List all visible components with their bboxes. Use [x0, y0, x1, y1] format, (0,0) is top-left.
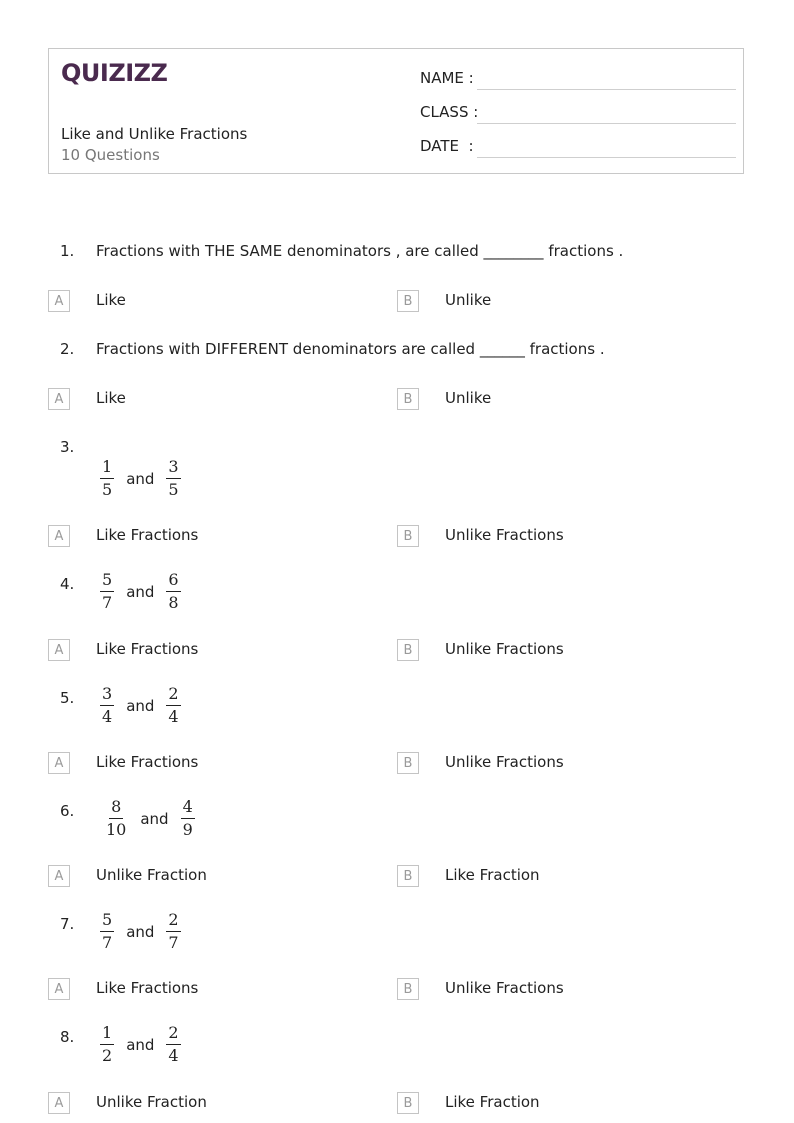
fraction — [166, 1024, 180, 1065]
numerator: 2 — [166, 911, 180, 932]
question-count: 10 Questions — [61, 146, 160, 164]
class-field[interactable] — [420, 103, 736, 125]
option-a-text: Unlike Fraction — [96, 866, 207, 884]
and-word: and — [140, 809, 169, 828]
date-label: DATE : — [420, 137, 474, 155]
and-word: and — [126, 1035, 155, 1054]
numerator: 5 — [100, 571, 114, 592]
question-text: Fractions with DIFFERENT denominators are called ______ fractions . — [96, 340, 605, 358]
fraction-expression — [104, 798, 195, 839]
fraction-expression — [100, 911, 181, 952]
option-b-box[interactable]: B — [397, 978, 419, 1000]
option-a-box[interactable]: A — [48, 525, 70, 547]
denominator: 5 — [168, 480, 179, 499]
name-label: NAME : — [420, 69, 474, 87]
fraction — [166, 685, 180, 726]
fraction-expression — [100, 685, 181, 726]
question-number: 2. — [60, 340, 75, 358]
denominator: 7 — [102, 593, 113, 612]
fraction-expression — [100, 458, 181, 499]
worksheet-title: Like and Unlike Fractions — [61, 125, 248, 143]
option-b-box[interactable]: B — [397, 388, 419, 410]
option-b-text: Unlike Fractions — [445, 979, 564, 997]
option-a-text: Like Fractions — [96, 640, 199, 658]
denominator: 4 — [168, 707, 179, 726]
option-b-text: Unlike Fractions — [445, 526, 564, 544]
denominator: 9 — [182, 820, 193, 839]
class-line[interactable] — [477, 123, 736, 124]
option-b-box[interactable]: B — [397, 752, 419, 774]
option-b-text: Like Fraction — [445, 1093, 540, 1111]
option-b-box[interactable]: B — [397, 865, 419, 887]
option-b-text: Like Fraction — [445, 866, 540, 884]
fraction — [181, 798, 195, 839]
option-b-text: Unlike — [445, 389, 492, 407]
quizizz-logo: QUIZIZZ — [61, 59, 168, 87]
worksheet-header — [48, 48, 744, 174]
date-line[interactable] — [477, 157, 736, 158]
denominator: 5 — [102, 480, 113, 499]
fraction — [100, 571, 114, 612]
option-a-box[interactable]: A — [48, 978, 70, 1000]
question-number: 3. — [60, 438, 75, 456]
option-a-text: Like — [96, 389, 126, 407]
fraction — [100, 458, 114, 499]
question-text: Fractions with THE SAME denominators , are called ________ fractions . — [96, 242, 624, 260]
option-a-text: Like Fractions — [96, 753, 199, 771]
denominator: 10 — [106, 820, 127, 839]
option-b-text: Unlike — [445, 291, 492, 309]
option-a-box[interactable]: A — [48, 639, 70, 661]
numerator: 5 — [100, 911, 114, 932]
option-b-text: Unlike Fractions — [445, 753, 564, 771]
numerator: 1 — [100, 458, 114, 479]
option-a-text: Like Fractions — [96, 979, 199, 997]
and-word: and — [126, 469, 155, 488]
option-b-box[interactable]: B — [397, 290, 419, 312]
question-number: 4. — [60, 575, 75, 593]
option-b-text: Unlike Fractions — [445, 640, 564, 658]
fraction — [166, 458, 180, 499]
and-word: and — [126, 696, 155, 715]
option-b-box[interactable]: B — [397, 525, 419, 547]
option-b-box[interactable]: B — [397, 639, 419, 661]
option-a-box[interactable]: A — [48, 865, 70, 887]
numerator: 6 — [166, 571, 180, 592]
fraction-expression — [100, 1024, 181, 1065]
option-a-box[interactable]: A — [48, 290, 70, 312]
option-a-box[interactable]: A — [48, 1092, 70, 1114]
numerator: 3 — [100, 685, 114, 706]
fraction-expression — [100, 571, 181, 612]
option-a-box[interactable]: A — [48, 388, 70, 410]
date-field[interactable] — [420, 137, 736, 159]
question-number: 1. — [60, 242, 75, 260]
numerator: 8 — [109, 798, 123, 819]
denominator: 7 — [102, 933, 113, 952]
denominator: 8 — [168, 593, 179, 612]
question-number: 5. — [60, 689, 75, 707]
question-number: 7. — [60, 915, 75, 933]
question-number: 8. — [60, 1028, 75, 1046]
fraction — [166, 571, 180, 612]
name-field[interactable] — [420, 69, 736, 91]
denominator: 4 — [168, 1046, 179, 1065]
fraction — [166, 911, 180, 952]
numerator: 2 — [166, 685, 180, 706]
and-word: and — [126, 582, 155, 601]
option-a-text: Unlike Fraction — [96, 1093, 207, 1111]
numerator: 1 — [100, 1024, 114, 1045]
denominator: 4 — [102, 707, 113, 726]
numerator: 2 — [166, 1024, 180, 1045]
option-a-box[interactable]: A — [48, 752, 70, 774]
denominator: 2 — [102, 1046, 113, 1065]
class-label: CLASS : — [420, 103, 479, 121]
option-b-box[interactable]: B — [397, 1092, 419, 1114]
and-word: and — [126, 922, 155, 941]
question-number: 6. — [60, 802, 75, 820]
numerator: 3 — [166, 458, 180, 479]
option-a-text: Like Fractions — [96, 526, 199, 544]
numerator: 4 — [181, 798, 195, 819]
denominator: 7 — [168, 933, 179, 952]
fraction — [100, 1024, 114, 1065]
name-line[interactable] — [477, 89, 736, 90]
fraction — [100, 911, 114, 952]
fraction — [100, 685, 114, 726]
option-a-text: Like — [96, 291, 126, 309]
fraction — [104, 798, 128, 839]
